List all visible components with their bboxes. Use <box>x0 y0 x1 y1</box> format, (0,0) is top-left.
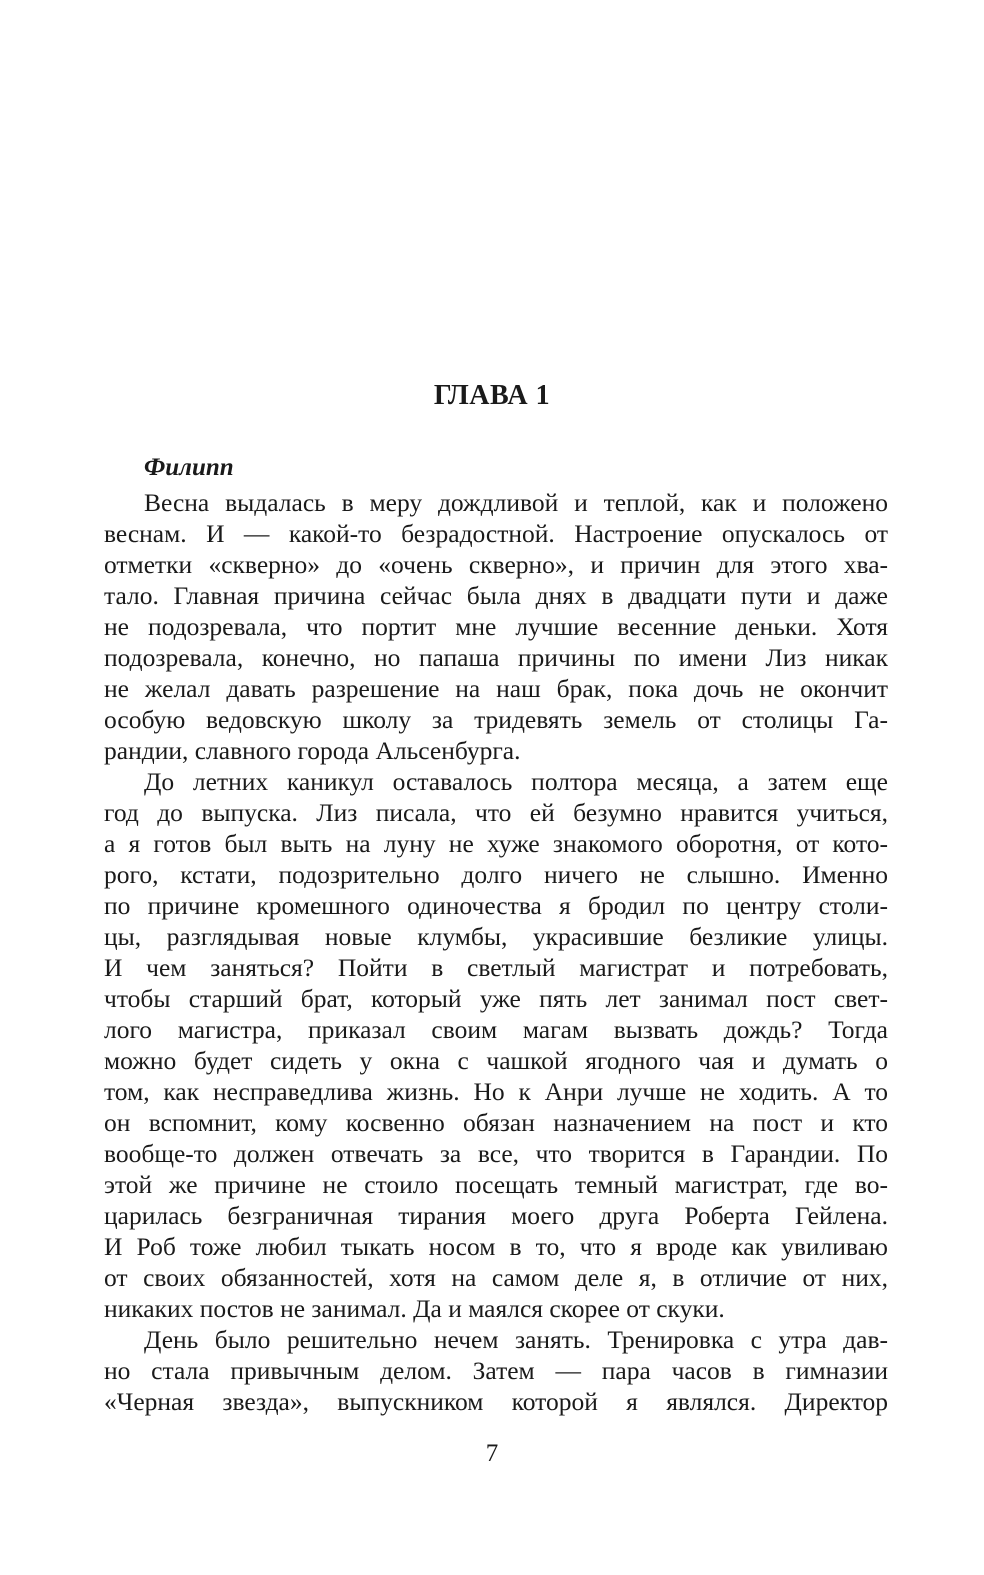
text-line: не подозревала, что портит мне лучшие весенние деньки. Хотя <box>104 612 888 641</box>
text-line: лого магистра, приказал своим магам вызвать дождь? Тогда <box>104 1015 888 1044</box>
text-line: Весна выдалась в меру дождливой и теплой, как и положено <box>144 488 888 517</box>
text-line: День было решительно нечем занять. Тренировка с утра дав- <box>144 1325 888 1354</box>
section-heading: Филипп <box>144 454 234 481</box>
text-line: этой же причине не стоило посещать темный магистрат, где во- <box>104 1170 888 1199</box>
text-line: подозревала, конечно, но папаша причины по имени Лиз никак <box>104 643 888 672</box>
text-line: можно будет сидеть у окна с чашкой ягодного чая и думать о <box>104 1046 888 1075</box>
paragraph <box>104 766 888 1324</box>
paragraphs-container <box>104 487 888 1417</box>
text-line: рандии, славного города Альсенбурга. <box>104 736 521 765</box>
text-line: по причине кромешного одиночества я бродил по центру столи- <box>104 891 888 920</box>
page-number: 7 <box>485 1440 499 1467</box>
text-line: цы, разглядывая новые клумбы, украсившие безликие улицы. <box>104 922 888 951</box>
text-line: год до выпуска. Лиз писала, что ей безумно нравится учиться, <box>104 798 888 827</box>
text-line: отметки «скверно» до «очень скверно», и причин для этого хва- <box>104 550 888 579</box>
text-line: никаких постов не занимал. Да и маялся скорее от скуки. <box>104 1294 725 1323</box>
text-line: вообще-то должен отвечать за все, что творится в Гарандии. По <box>104 1139 888 1168</box>
text-line: рого, кстати, подозрительно долго ничего не слышно. Именно <box>104 860 888 889</box>
chapter-title: ГЛАВА 1 <box>433 380 551 411</box>
paragraph <box>104 1324 888 1417</box>
text-line: но стала привычным делом. Затем — пара часов в гимназии <box>104 1356 888 1385</box>
text-line: не желал давать разрешение на наш брак, пока дочь не окончит <box>104 674 888 703</box>
text-line: а я готов был выть на луну не хуже знакомого оборотня, от кото- <box>104 829 888 858</box>
text-line: царилась безграничная тирания моего друга Роберта Гейлена. <box>104 1201 888 1230</box>
text-line: И Роб тоже любил тыкать носом в то, что я вроде как увиливаю <box>104 1232 888 1261</box>
text-line: от своих обязанностей, хотя на самом деле я, в отличие от них, <box>104 1263 888 1292</box>
text-line: веснам. И — какой-то безрадостной. Настроение опускалось от <box>104 519 888 548</box>
text-line: чтобы старший брат, который уже пять лет занимал пост свет- <box>104 984 888 1013</box>
text-line: «Черная звезда», выпускником которой я являлся. Директор <box>104 1387 888 1416</box>
text-line: И чем заняться? Пойти в светлый магистрат и потребовать, <box>104 953 888 982</box>
text-line: он вспомнит, кому косвенно обязан назначением на пост и кто <box>104 1108 888 1137</box>
text-line: том, как несправедлива жизнь. Но к Анри лучше не ходить. А то <box>104 1077 888 1106</box>
text-line: тало. Главная причина сейчас была днях в двадцати пути и даже <box>104 581 888 610</box>
text-line: До летних каникул оставалось полтора месяца, а затем еще <box>144 767 888 796</box>
text-block <box>104 452 888 1417</box>
text-line: особую ведовскую школу за тридевять земель от столицы Га- <box>104 705 888 734</box>
paragraph <box>104 487 888 766</box>
